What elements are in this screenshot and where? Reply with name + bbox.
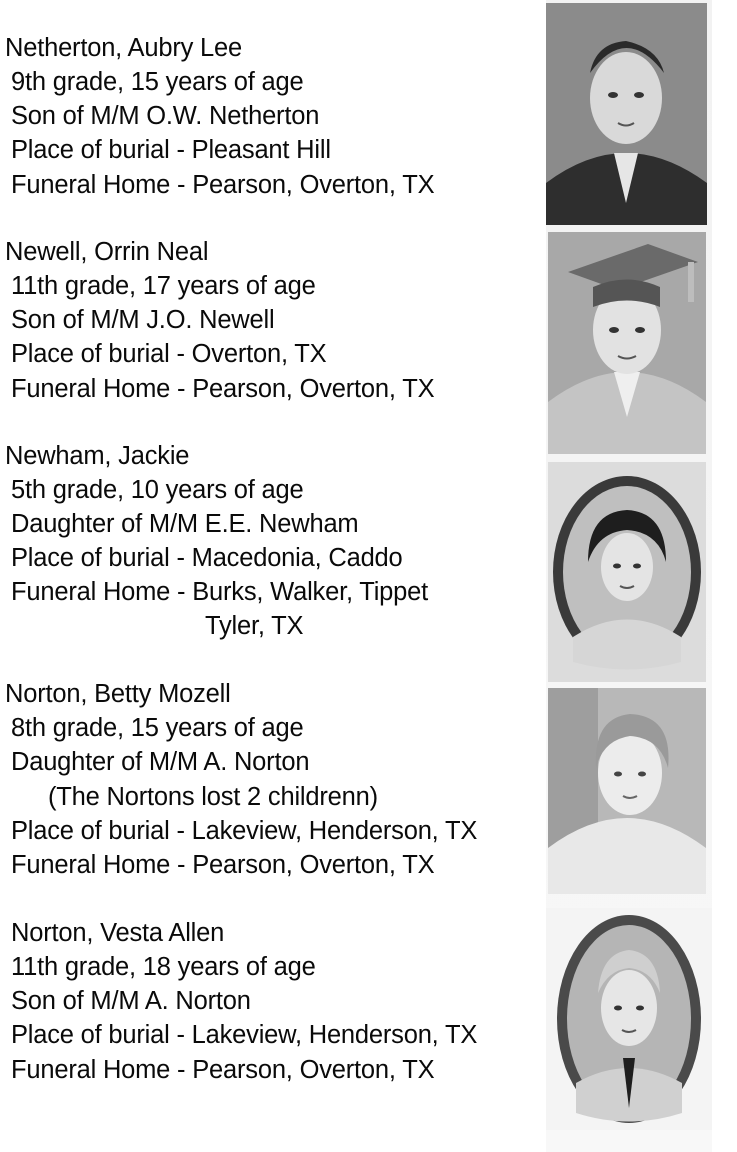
entry-grade-age: 11th grade, 17 years of age xyxy=(11,272,316,300)
oval-portrait-photo-icon xyxy=(548,462,706,682)
entry-grade-age: 9th grade, 15 years of age xyxy=(11,68,304,96)
entry-name: Netherton, Aubry Lee xyxy=(5,34,242,62)
entry-parents: Daughter of M/M A. Norton xyxy=(11,748,310,776)
portrait-photo-icon xyxy=(548,688,706,894)
entry-parents: Son of M/M J.O. Newell xyxy=(11,306,275,334)
entry-burial: Place of burial - Overton, TX xyxy=(11,340,327,368)
entry-parents: Son of M/M O.W. Netherton xyxy=(11,102,320,130)
entry-burial: Place of burial - Lakeview, Henderson, TX xyxy=(11,1021,478,1049)
entry-grade-age: 5th grade, 10 years of age xyxy=(11,476,304,504)
entry-funeral-home: Funeral Home - Pearson, Overton, TX xyxy=(11,375,435,403)
entry-burial: Place of burial - Pleasant Hill xyxy=(11,136,331,164)
entry-burial: Place of burial - Macedonia, Caddo xyxy=(11,544,403,572)
entry-funeral-home: Funeral Home - Pearson, Overton, TX xyxy=(11,851,435,879)
entry-name: Norton, Betty Mozell xyxy=(5,680,231,708)
entry-funeral-home: Funeral Home - Pearson, Overton, TX xyxy=(11,1056,435,1084)
entry-parents: Daughter of M/M E.E. Newham xyxy=(11,510,359,538)
entry-name: Newham, Jackie xyxy=(5,442,190,470)
entry-name: Newell, Orrin Neal xyxy=(5,238,209,266)
entry-parents: Son of M/M A. Norton xyxy=(11,987,251,1015)
entry-grade-age: 11th grade, 18 years of age xyxy=(11,953,316,981)
oval-portrait-photo-icon xyxy=(546,908,712,1130)
entry-note: (The Nortons lost 2 childrenn) xyxy=(48,783,378,811)
entry-funeral-home: Funeral Home - Pearson, Overton, TX xyxy=(11,171,435,199)
portrait-photo-icon xyxy=(546,3,707,225)
entry-burial: Place of burial - Lakeview, Henderson, TX xyxy=(11,817,478,845)
entry-funeral-home-cont: Tyler, TX xyxy=(205,612,304,640)
entry-name: Norton, Vesta Allen xyxy=(11,919,225,947)
entry-funeral-home: Funeral Home - Burks, Walker, Tippet xyxy=(11,578,428,606)
graduation-portrait-photo-icon xyxy=(548,232,706,454)
entry-grade-age: 8th grade, 15 years of age xyxy=(11,714,304,742)
